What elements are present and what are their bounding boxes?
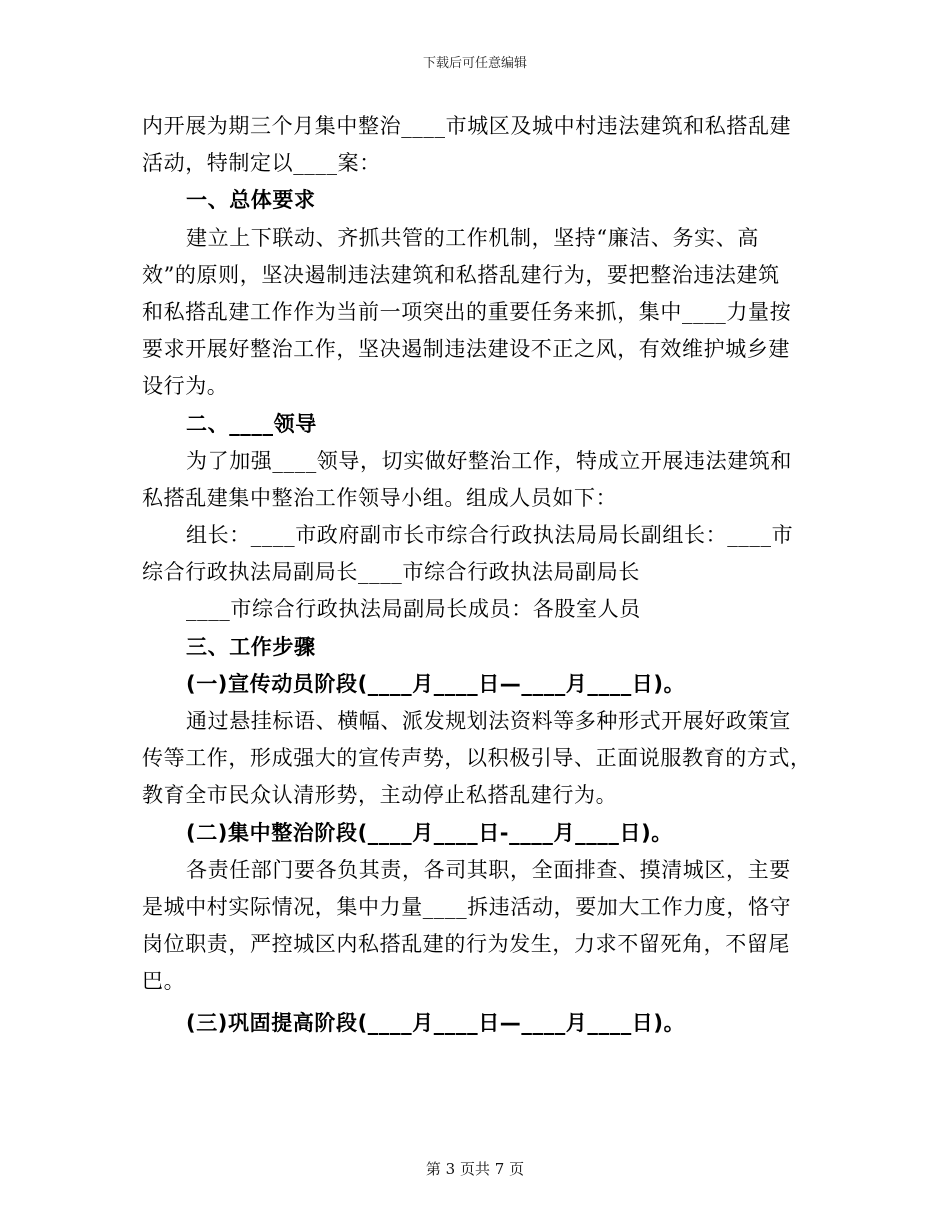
section-heading: 二、____领导 — [186, 411, 317, 436]
body-line: 效”的原则，坚决遏制违法建筑和私搭乱建行为，要把整治违法建筑 — [142, 262, 780, 287]
subsection-heading: (三)巩固提高阶段(____月____日—____月____日)。 — [186, 1010, 686, 1035]
subsection-heading: (一)宣传动员阶段(____月____日—____月____日)。 — [186, 671, 686, 696]
body-line: 组长：____市政府副市长市综合行政执法局局长副组长：____市 — [186, 523, 794, 548]
body-line: 设行为。 — [142, 374, 229, 399]
body-line: 巴。 — [142, 969, 186, 994]
section-heading: 三、工作步骤 — [186, 634, 316, 659]
body-line: 私搭乱建集中整治工作领导小组。组成人员如下： — [142, 485, 618, 510]
section-heading: 一、总体要求 — [186, 188, 316, 213]
body-line: 和私搭乱建工作作为当前一项突出的重要任务来抓，集中____力量按 — [142, 299, 792, 324]
body-line: ____市综合行政执法局副局长成员：各股室人员 — [186, 597, 641, 622]
body-line: 教育全市民众认清形势，主动停止私搭乱建行为。 — [142, 783, 618, 808]
body-line: 为了加强____领导，切实做好整治工作，特成立开展违法建筑和 — [186, 448, 792, 473]
page-header: 下载后可任意编辑 — [422, 56, 527, 71]
body-line: 是城中村实际情况，集中力量____拆违活动，要加大工作力度，恪守 — [142, 894, 792, 919]
body-line: 综合行政执法局副局长____市综合行政执法局副局长 — [142, 560, 640, 585]
body-line: 建立上下联动、齐抓共管的工作机制，坚持“廉洁、务实、高 — [186, 225, 759, 250]
body-line: 岗位职责，严控城区内私搭乱建的行为发生，力求不留死角，不留尾 — [142, 932, 790, 957]
body-line: 各责任部门要各负其责，各司其职，全面排查、摸清城区，主要 — [186, 857, 791, 882]
document-body — [142, 108, 822, 1042]
body-line: 要求开展好整治工作，坚决遏制违法建设不正之风，有效维护城乡建 — [142, 337, 790, 362]
subsection-heading: (二)集中整治阶段(____月____日-____月____日)。 — [186, 820, 673, 845]
body-line: 内开展为期三个月集中整治____市城区及城中村违法建筑和私搭乱建 — [142, 114, 792, 138]
page-footer: 第 3 页共 7 页 — [425, 1160, 525, 1178]
body-line: 通过悬挂标语、横幅、派发规划法资料等多种形式开展好政策宣 — [186, 709, 791, 733]
body-line: 活动，特制定以____案： — [142, 151, 381, 176]
body-line: 传等工作，形成强大的宣传声势，以积极引导、正面说服教育的方式， — [142, 746, 812, 771]
